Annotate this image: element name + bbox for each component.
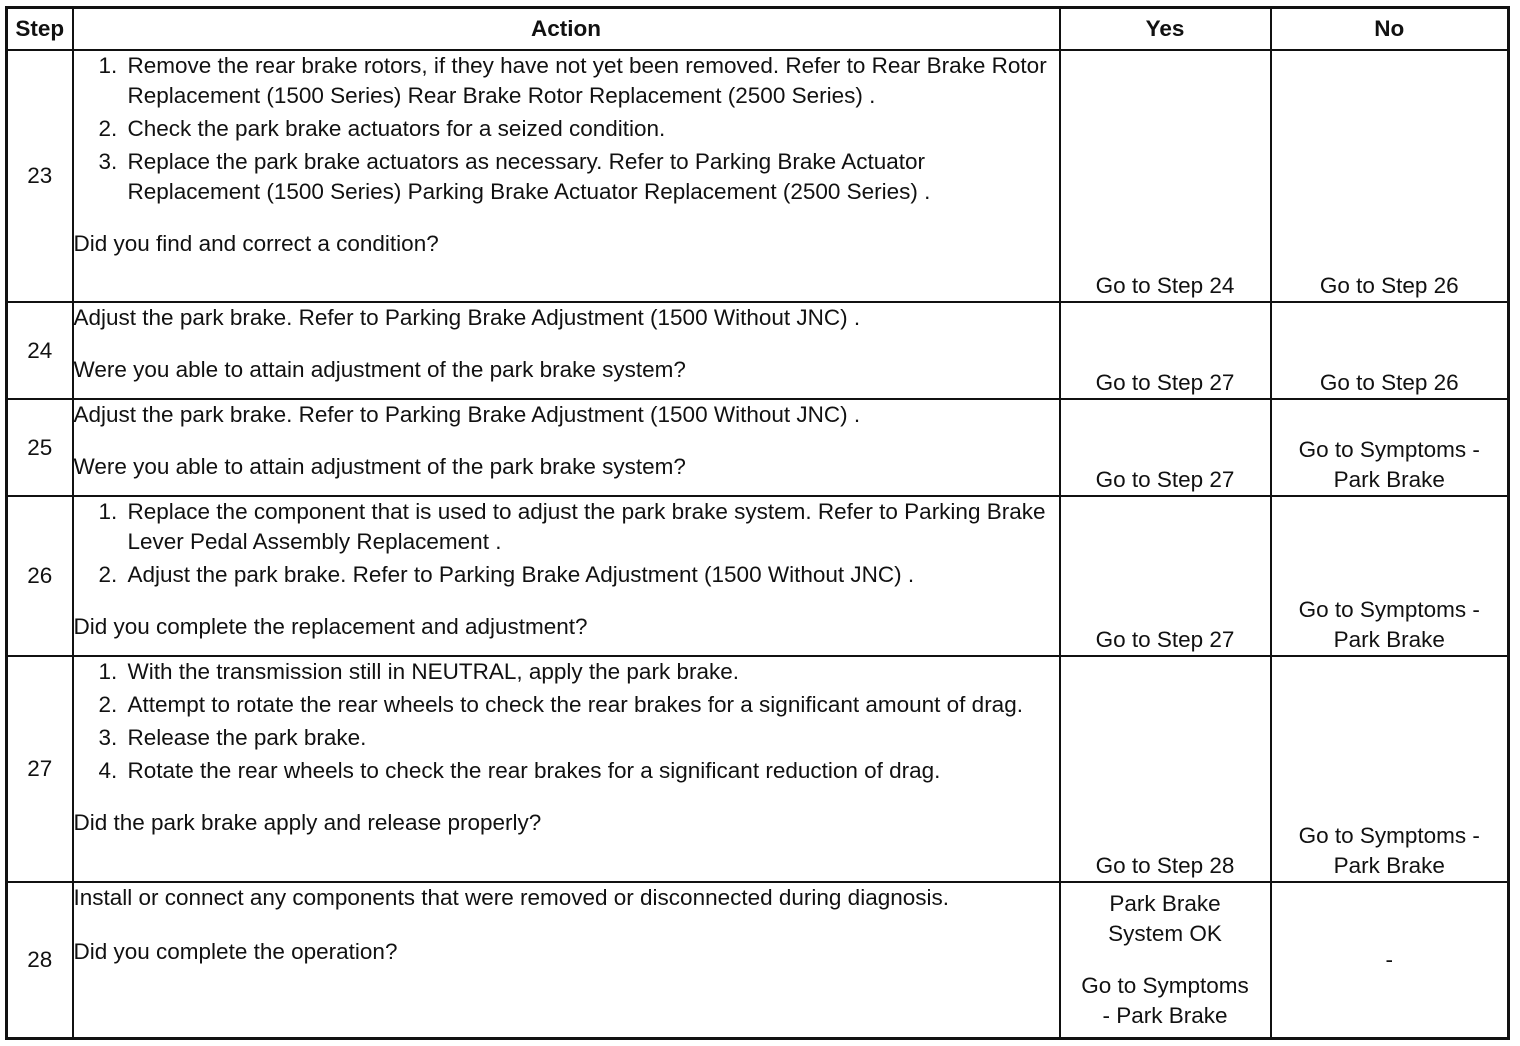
yes-cell: Go to Step 28: [1060, 656, 1271, 882]
action-cell: [73, 882, 1060, 1039]
no-cell: Go to Step 26: [1271, 302, 1509, 399]
no-text-line: Park Brake: [1333, 467, 1445, 492]
no-cell: [1271, 496, 1509, 656]
list-item: 1. Remove the rear brake rotors, if they have not yet been removed. Refer to Rear Brake Rotor Replacement (1500 Series) Rear Brake Rotor Replacement (2500 Series) .: [124, 51, 1059, 111]
yes-cell: Go to Step 27: [1060, 399, 1271, 496]
list-item: 3. Release the park brake.: [124, 723, 1059, 753]
action-cell: [73, 496, 1060, 656]
question-text: Did the park brake apply and release properly?: [73, 810, 542, 835]
no-text-line: Park Brake: [1333, 627, 1445, 652]
yes-cell: Go to Step 24: [1060, 50, 1271, 302]
header-action: Action: [73, 8, 1060, 51]
no-text-line: Go to Symptoms -: [1298, 437, 1480, 462]
table-row: [7, 399, 1509, 496]
question-text: Did you complete the replacement and adjustment?: [73, 614, 588, 639]
header-no: No: [1271, 8, 1509, 51]
no-text-line: Go to Symptoms -: [1298, 597, 1480, 622]
yes-text-line: Park Brake: [1109, 891, 1221, 916]
header-step: Step: [7, 8, 73, 51]
yes-cell: Go to Step 27: [1060, 302, 1271, 399]
yes-cell: Go to Step 27: [1060, 496, 1271, 656]
step-number: 26: [7, 496, 73, 656]
table-row: [7, 302, 1509, 399]
step-number: 24: [7, 302, 73, 399]
no-cell: Go to Step 26: [1271, 50, 1509, 302]
step-number: 23: [7, 50, 73, 302]
action-cell: [73, 399, 1060, 496]
action-text: Adjust the park brake. Refer to Parking Brake Adjustment (1500 Without JNC) .: [73, 305, 861, 330]
yes-text-line: Go to Symptoms: [1081, 973, 1249, 998]
no-text-line: Go to Symptoms -: [1298, 823, 1480, 848]
list-item: 1. Replace the component that is used to adjust the park brake system. Refer to Parking Brake Lever Pedal Assembly Replacement .: [124, 497, 1059, 557]
no-text-line: Park Brake: [1333, 853, 1445, 878]
list-item: 3. Replace the park brake actuators as necessary. Refer to Parking Brake Actuator Replacement (1500 Series) Parking Brake Actuator Replacement (2500 Series) .: [124, 147, 1059, 207]
action-cell: [73, 656, 1060, 882]
question-text: Were you able to attain adjustment of the park brake system?: [73, 357, 686, 382]
header-yes: Yes: [1060, 8, 1271, 51]
list-item: 1. With the transmission still in NEUTRAL, apply the park brake.: [124, 657, 1059, 687]
action-list: [74, 51, 1059, 207]
diagnostic-table: [5, 6, 1510, 1040]
step-number: 25: [7, 399, 73, 496]
no-cell: -: [1271, 882, 1509, 1039]
question-text: Did you complete the operation?: [73, 939, 398, 964]
table-row: [7, 50, 1509, 302]
step-number: 27: [7, 656, 73, 882]
action-list: [74, 497, 1059, 590]
no-cell: [1271, 399, 1509, 496]
action-cell: [73, 302, 1060, 399]
yes-cell: [1060, 882, 1271, 1039]
list-item: 2. Attempt to rotate the rear wheels to check the rear brakes for a significant amount of drag.: [124, 690, 1059, 720]
action-text: Install or connect any components that were removed or disconnected during diagnosis.: [73, 885, 950, 910]
question-text: Did you find and correct a condition?: [73, 231, 439, 256]
list-item: 2. Adjust the park brake. Refer to Parking Brake Adjustment (1500 Without JNC) .: [124, 560, 1059, 590]
list-item: 4. Rotate the rear wheels to check the rear brakes for a significant reduction of drag.: [124, 756, 1059, 786]
action-text: Adjust the park brake. Refer to Parking Brake Adjustment (1500 Without JNC) .: [73, 402, 861, 427]
action-cell: [73, 50, 1060, 302]
question-text: Were you able to attain adjustment of the park brake system?: [73, 454, 686, 479]
header-row: [7, 8, 1509, 51]
table-row: [7, 656, 1509, 882]
no-cell: [1271, 656, 1509, 882]
yes-text-line: System OK: [1108, 921, 1222, 946]
yes-text-line: - Park Brake: [1102, 1003, 1228, 1028]
list-item: 2. Check the park brake actuators for a seized condition.: [124, 114, 1059, 144]
action-list: [74, 657, 1059, 786]
table-row: [7, 496, 1509, 656]
table-row: [7, 882, 1509, 1039]
step-number: 28: [7, 882, 73, 1039]
